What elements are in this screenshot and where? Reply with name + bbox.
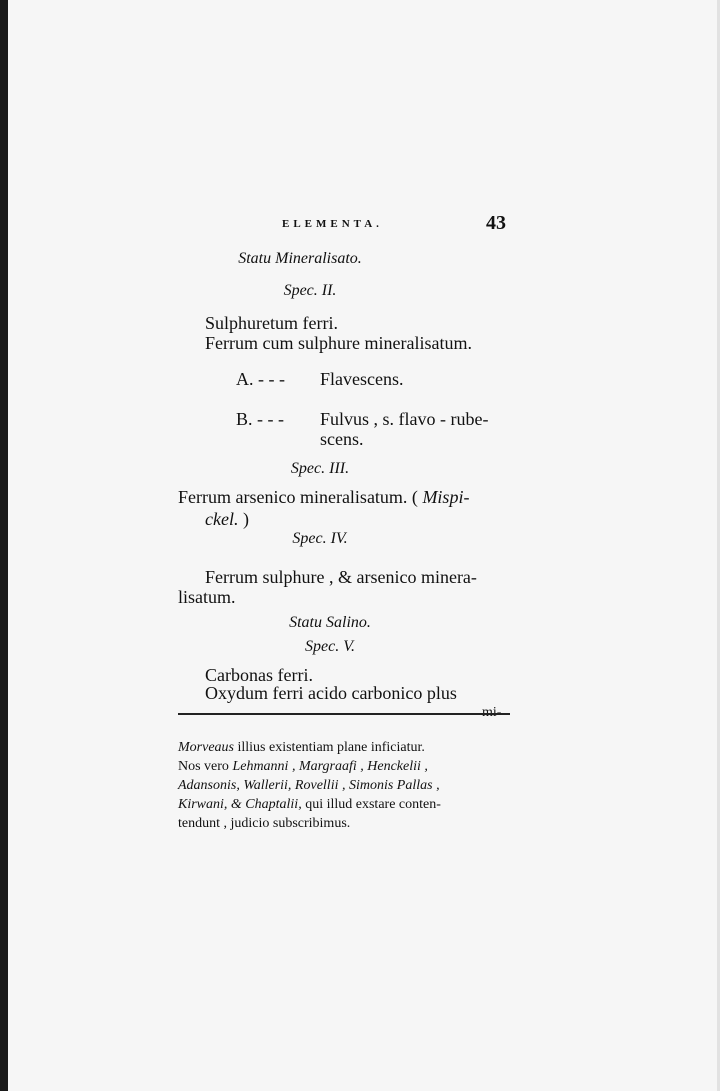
fn-et: & (227, 797, 246, 812)
variety-a-text: Flavescens. (320, 369, 404, 389)
variety-a-label: A. - - - (236, 369, 285, 389)
spec-heading-iv: Spec. IV. (292, 530, 348, 547)
spec-heading-v: Spec. V. (305, 638, 355, 655)
book-spine-shadow (0, 0, 8, 1091)
text-oxydum: Oxydum ferri acido carbonico plus (205, 683, 457, 703)
fn-kirwani: Kirwani, (178, 797, 228, 812)
fn-line1-text: illius existentiam plane inficiatur. (234, 740, 425, 755)
text-lisatum: lisatum. (178, 587, 236, 607)
arsenico-main: Ferrum arsenico mineralisatum. ( (178, 487, 418, 507)
footnote-line-4 (178, 795, 441, 814)
fn-nos-vero: Nos vero (178, 759, 233, 774)
text-mispickel-cont (205, 508, 249, 530)
text-sulphure-arsenico: Ferrum sulphure , & arsenico minera- (205, 567, 477, 587)
spec-heading-iii: Spec. III. (290, 460, 350, 477)
fn-line2-names: Lehmanni , Margraafi , Henckelii , (232, 759, 428, 774)
text-ferrum-arsenico (178, 486, 469, 508)
heading-statu-mineralisato: Statu Mineralisato. (238, 250, 362, 267)
footnote-line-2 (178, 757, 428, 776)
ckel-italic: ckel. (205, 509, 239, 529)
running-head: ELEMENTA. (282, 218, 383, 230)
variety-b-continuation: scens. (320, 429, 364, 449)
footnote-line-1 (178, 738, 425, 757)
text-sulphuretum: Sulphuretum ferri. (205, 313, 338, 333)
text-ferrum-cum-sulphure: Ferrum cum sulphure mineralisatum. (205, 333, 472, 353)
variety-b-text: Fulvus , s. flavo - rube- (320, 409, 489, 429)
fn-chaptalii: Chaptalii, (245, 797, 302, 812)
footnote-rule (178, 713, 510, 715)
mispi-italic: Mispi- (422, 487, 470, 507)
heading-statu-salino: Statu Salino. (289, 614, 371, 631)
variety-b-label: B. - - - (236, 409, 284, 429)
fn-morveaus: Morveaus (178, 740, 234, 755)
footnote-line-3: Adansonis, Wallerii, Rovellii , Simonis Pallas , (178, 778, 440, 793)
ckel-close: ) (238, 509, 249, 529)
page-header (270, 212, 510, 242)
footnote-line-5: tendunt , judicio subscribimus. (178, 816, 351, 831)
page-number: 43 (486, 212, 506, 234)
spec-heading-ii: Spec. II. (283, 282, 337, 299)
page-edge (717, 0, 720, 1091)
text-carbonas: Carbonas ferri. (205, 665, 313, 685)
fn-line4-text: qui illud exstare conten- (301, 797, 441, 812)
